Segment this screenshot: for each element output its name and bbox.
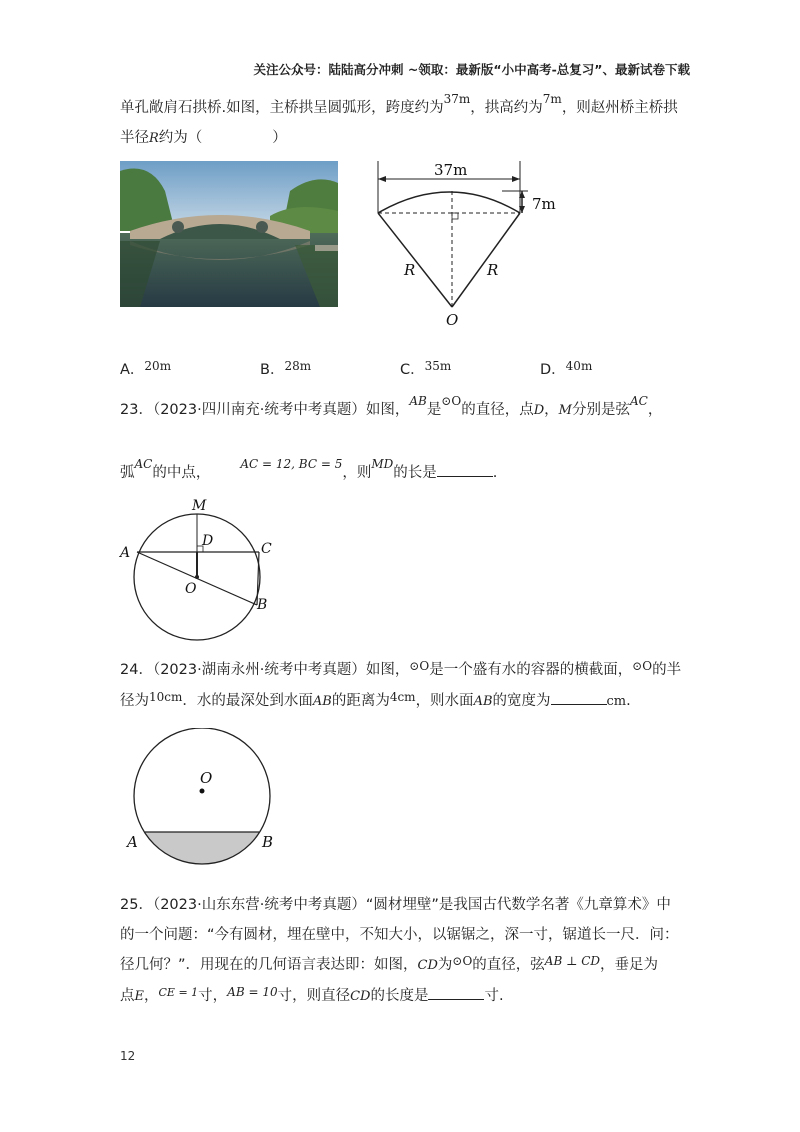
option-value: 20m [144,359,172,373]
page-number: 12 [120,1049,136,1063]
label-b: B [257,597,268,613]
q25-text: 的长度是 [370,988,429,1004]
q25-circle-o: ⊙O [452,954,473,968]
q23-text: 的长是 [393,465,437,481]
q22-line1 [120,92,678,118]
q22-span-unit: m [458,92,471,106]
span-label: 37m [434,161,468,179]
radius-right [452,213,520,307]
q25-text: ， [144,988,159,1004]
q24-text: 是一个盛有水的容器的横截面， [429,662,633,678]
q25-line1 [120,895,671,915]
q25-ab: AB = 10 [227,985,278,999]
q23-ac: AC [629,394,648,408]
center-dot [195,575,199,579]
q25-line3 [120,955,658,976]
q23-text: （2023·四川南充·统考中考真题）如图， [152,402,410,418]
q25-e: E [134,989,144,1004]
q25-text: 寸， [198,988,228,1004]
q24-circle-o: ⊙O [632,659,653,673]
q24-text: 的距离为 [331,693,390,709]
q22-height-unit: m [550,92,562,106]
q25-text: 为 [437,957,453,973]
q24-text: 的半 [652,662,682,678]
q22-height-value: 7 [542,92,551,106]
q25-text: 寸，则直径 [277,988,351,1004]
q24-line1 [120,660,681,680]
q25-line2 [120,925,679,945]
q25-text: 的直径，弦 [472,957,545,973]
q25-line4 [120,985,504,1007]
label-c: C [261,541,272,557]
arrow-head-left [378,176,386,182]
q23-circle-diagram [115,495,290,645]
q22-text: ） [272,130,287,146]
q24-ab: AB [312,694,332,709]
option-d[interactable] [540,358,592,379]
q23-ab: AB [409,394,427,408]
q23-d: D [533,403,545,418]
q22-var-r: R [149,131,159,146]
answer-blank[interactable] [551,690,607,705]
water-region [134,728,270,864]
q22-span-value: 37 [443,92,459,106]
q22-text: 约为（ [158,130,203,146]
height-label: 7m [532,195,556,213]
q24-text: . [626,693,631,709]
q25-text: 的一个问题：“今有圆材，埋在壁中，不知大小，以锯锯之，深一寸，锯道长一尺．问： [120,927,679,943]
bridge-photo-image [120,161,338,307]
q23-m: M [558,403,572,418]
label-b: B [262,833,274,851]
q22-sector-diagram [370,155,570,330]
right-angle-mark [452,213,458,219]
option-a[interactable] [120,358,171,379]
q25-text: 寸. [484,988,504,1004]
q23-given: AC = 12, BC = 5 [240,457,343,471]
radius-label-right: R [487,261,499,279]
option-letter: A． [120,362,145,378]
center-dot [200,789,205,794]
radius-left [378,213,452,307]
label-a: A [127,833,138,851]
option-letter: B． [260,362,285,378]
option-b[interactable] [260,358,311,379]
q25-text: 点 [120,988,135,1004]
arrow-head-right [512,176,520,182]
q22-text: ，则赵州桥主桥拱 [561,100,678,116]
answer-blank[interactable] [437,462,493,477]
q24-radius: 10cm [149,690,183,704]
option-c[interactable] [400,358,451,379]
q22-text: ，拱高约为 [470,100,543,116]
question-number: 23． [120,402,153,418]
option-value: 35m [424,359,452,373]
q23-text: . [492,465,498,481]
q22-text: 单孔敞肩石拱桥.如图，主桥拱呈圆弧形，跨度约为 [120,100,444,116]
q23-text: 是 [426,402,442,418]
page-header: 关注公众号：陆陆高分冲刺 ~领取：最新版“小中高考-总复习”、最新试卷下载 [253,62,690,77]
q23-arc-ac: AC [134,457,153,471]
q23-line2 [120,457,498,483]
q24-depth: 4cm [389,690,416,704]
q23-line1 [120,394,663,421]
option-letter: D． [540,362,566,378]
center-label-o: O [446,311,459,329]
label-o: O [200,769,213,787]
q24-text: （2023·湖南永州·统考中考真题）如图， [152,662,410,678]
answer-blank[interactable] [428,985,484,1000]
q25-cd: CD [417,958,438,973]
q22-text: 半径 [120,130,149,146]
q24-circle-o: ⊙O [409,659,430,673]
label-m: M [192,498,207,514]
q23-circle-o: ⊙O [441,394,462,408]
option-value: 28m [284,359,312,373]
label-a: A [120,545,131,561]
q24-unit: cm [606,694,627,709]
option-value: 40m [565,359,593,373]
bridge-photo [120,161,338,307]
q23-text: ， [544,402,559,418]
q23-text: ，则 [342,465,372,481]
q24-text: ，则水面 [415,693,474,709]
q24-container-diagram [120,728,290,878]
question-number: 24． [120,662,153,678]
q23-text: 弧 [120,465,135,481]
q22-line2 [120,128,287,149]
q23-text: ， [647,402,663,418]
label-d: D [202,533,214,549]
radius-label-left: R [404,261,416,279]
q24-text: 径为 [120,693,149,709]
q23-text: 的中点， [152,465,211,481]
q25-text: （2023·山东东营·统考中考真题）“圆材埋壁”是我国古代数学名著《九章算术》中 [152,897,671,913]
q24-line2 [120,690,631,712]
question-number: 25． [120,897,153,913]
q23-text: 分别是弦 [571,402,630,418]
q24-ab: AB [473,694,493,709]
q25-text: 径几何？”．用现在的几何语言表达即：如图， [120,957,418,973]
q25-cd: CD [350,989,371,1004]
q24-text: 的宽度为 [492,693,551,709]
label-o: O [185,581,197,597]
q23-text: 的直径，点 [461,402,534,418]
q25-perp: AB ⊥ CD [544,954,600,968]
q25-text: ，垂足为 [600,957,658,973]
q24-text: ．水的最深处到水面 [182,693,313,709]
bridge-arc [378,192,520,213]
q25-ce: CE = 1 [158,986,199,999]
option-letter: C． [400,362,425,378]
q23-md: MD [371,457,394,471]
